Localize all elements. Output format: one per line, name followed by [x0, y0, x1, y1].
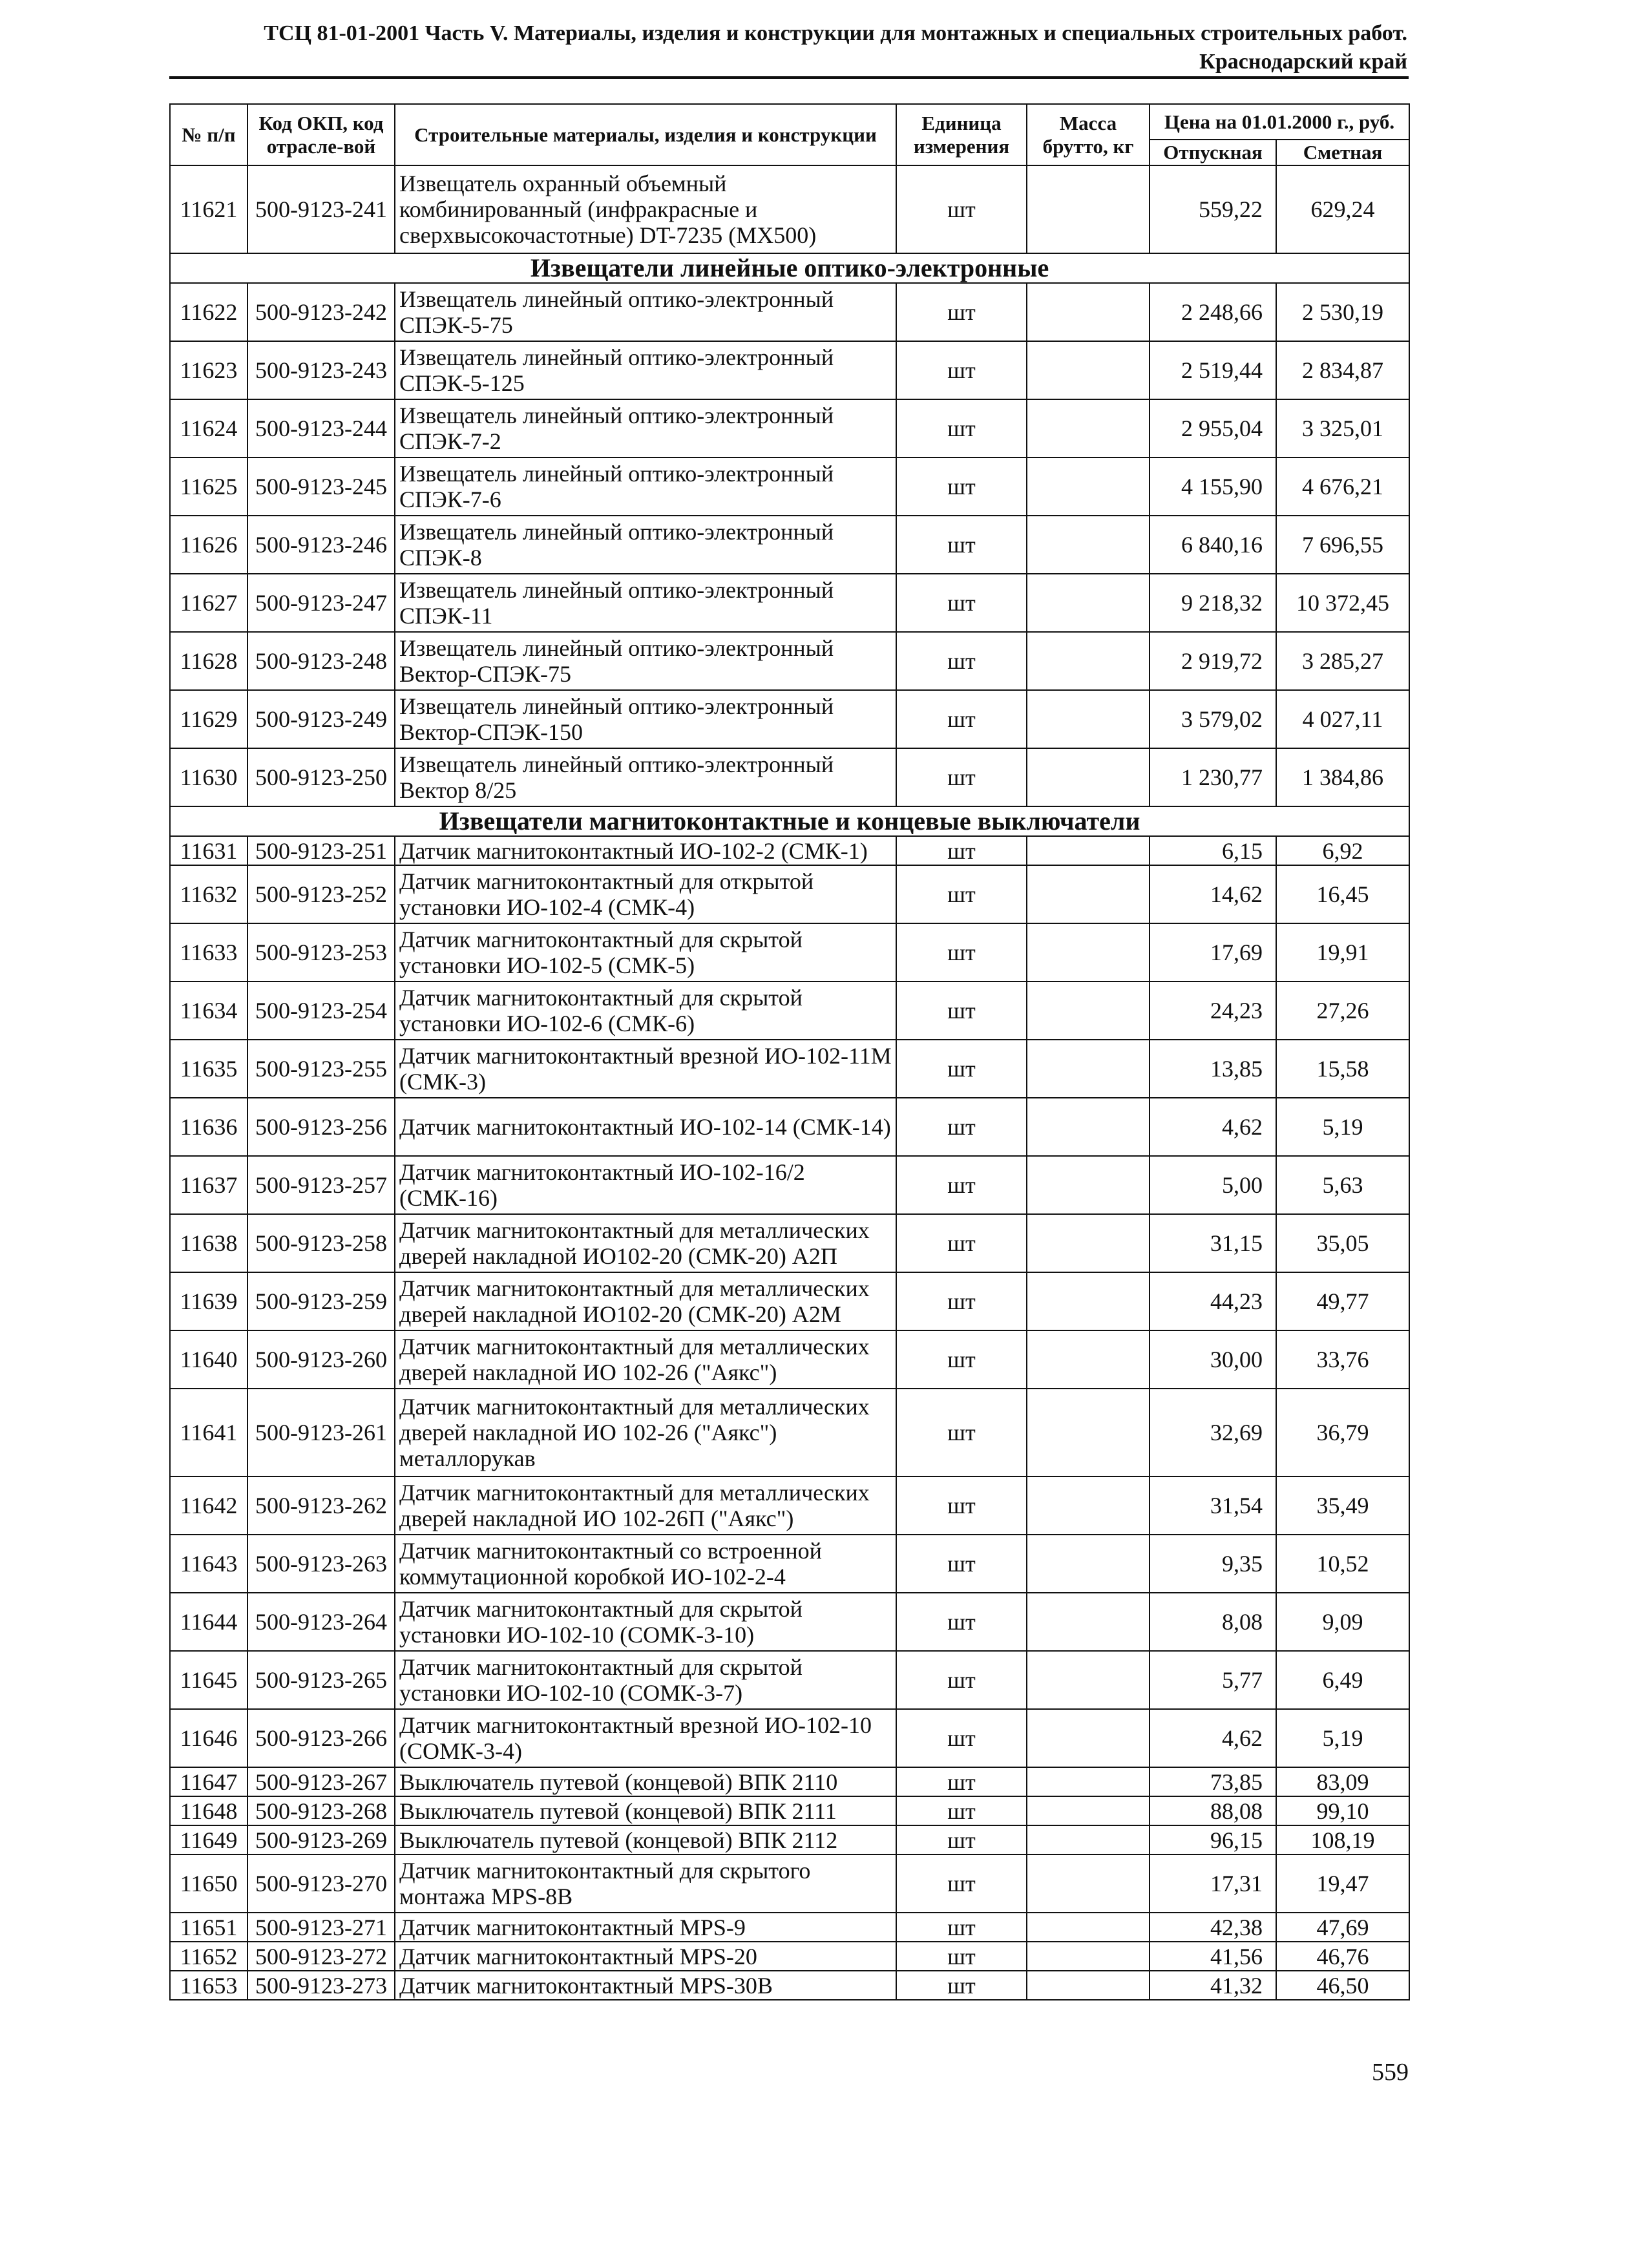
table-row — [170, 1709, 1409, 1767]
row-unit: шт — [896, 341, 1027, 399]
row-number: 11652 — [170, 1942, 247, 1971]
row-name: Датчик магнитоконтактный для металлических дверей накладной ИО102-20 (СМК-20) А2М — [395, 1272, 896, 1330]
row-name: Извещатель линейный оптико-электронный Вектор-СПЭК-75 — [395, 632, 896, 690]
table-row — [170, 457, 1409, 516]
section-title: Извещатели линейные оптико-электронные — [170, 253, 1409, 283]
row-price-estimate: 6,49 — [1276, 1651, 1409, 1709]
row-mass — [1027, 836, 1150, 865]
row-price-release: 8,08 — [1150, 1593, 1276, 1651]
table-row — [170, 1854, 1409, 1913]
row-price-release: 32,69 — [1150, 1389, 1276, 1476]
row-unit: шт — [896, 982, 1027, 1040]
row-number: 11622 — [170, 283, 247, 341]
row-number: 11624 — [170, 399, 247, 457]
row-price-release: 41,32 — [1150, 1971, 1276, 2000]
row-name: Датчик магнитоконтактный для скрытой установки ИО-102-10 (СОМК-3-7) — [395, 1651, 896, 1709]
row-code: 500-9123-263 — [247, 1535, 395, 1593]
row-name: Датчик магнитоконтактный для скрытой установки ИО-102-5 (СМК-5) — [395, 923, 896, 982]
row-code: 500-9123-252 — [247, 865, 395, 923]
row-mass — [1027, 1330, 1150, 1389]
row-number: 11635 — [170, 1040, 247, 1098]
row-price-estimate: 19,47 — [1276, 1854, 1409, 1913]
row-name: Датчик магнитоконтактный для металлических дверей накладной ИО 102-26 ("Аякс") металлорукав — [395, 1389, 896, 1476]
row-unit: шт — [896, 1389, 1027, 1476]
table-row — [170, 1971, 1409, 2000]
row-number: 11632 — [170, 865, 247, 923]
row-price-release: 96,15 — [1150, 1825, 1276, 1854]
row-number: 11628 — [170, 632, 247, 690]
row-number: 11639 — [170, 1272, 247, 1330]
row-mass — [1027, 165, 1150, 253]
row-price-release: 6,15 — [1150, 836, 1276, 865]
row-price-estimate: 15,58 — [1276, 1040, 1409, 1098]
table-row — [170, 632, 1409, 690]
row-number: 11641 — [170, 1389, 247, 1476]
row-name: Выключатель путевой (концевой) ВПК 2112 — [395, 1825, 896, 1854]
row-price-estimate: 5,19 — [1276, 1098, 1409, 1156]
row-mass — [1027, 1214, 1150, 1272]
header-divider — [169, 76, 1409, 79]
row-unit: шт — [896, 1593, 1027, 1651]
row-number: 11648 — [170, 1796, 247, 1825]
row-number: 11638 — [170, 1214, 247, 1272]
row-unit: шт — [896, 836, 1027, 865]
row-number: 11627 — [170, 574, 247, 632]
table-row — [170, 748, 1409, 806]
row-price-estimate: 83,09 — [1276, 1767, 1409, 1796]
table-row — [170, 1913, 1409, 1942]
row-price-estimate: 33,76 — [1276, 1330, 1409, 1389]
row-mass — [1027, 457, 1150, 516]
row-price-estimate: 108,19 — [1276, 1825, 1409, 1854]
row-code: 500-9123-244 — [247, 399, 395, 457]
table-row — [170, 1593, 1409, 1651]
row-price-release: 9 218,32 — [1150, 574, 1276, 632]
section-row — [170, 806, 1409, 836]
row-number: 11634 — [170, 982, 247, 1040]
row-code: 500-9123-272 — [247, 1942, 395, 1971]
table-row — [170, 1214, 1409, 1272]
row-code: 500-9123-271 — [247, 1913, 395, 1942]
row-price-estimate: 46,76 — [1276, 1942, 1409, 1971]
row-number: 11646 — [170, 1709, 247, 1767]
table-row — [170, 1796, 1409, 1825]
table-row — [170, 1767, 1409, 1796]
header-num: № п/п — [170, 104, 247, 165]
row-mass — [1027, 1796, 1150, 1825]
row-unit: шт — [896, 865, 1027, 923]
row-code: 500-9123-256 — [247, 1098, 395, 1156]
row-name: Выключатель путевой (концевой) ВПК 2110 — [395, 1767, 896, 1796]
row-unit: шт — [896, 516, 1027, 574]
row-unit: шт — [896, 1767, 1027, 1796]
row-name: Датчик магнитоконтактный для скрытого монтажа MPS-8В — [395, 1854, 896, 1913]
table-row — [170, 1098, 1409, 1156]
row-unit: шт — [896, 1476, 1027, 1535]
row-unit: шт — [896, 923, 1027, 982]
row-number: 11644 — [170, 1593, 247, 1651]
row-name: Извещатель линейный оптико-электронный Вектор-СПЭК-150 — [395, 690, 896, 748]
table-row — [170, 982, 1409, 1040]
row-code: 500-9123-254 — [247, 982, 395, 1040]
header-price-estimate: Сметная — [1276, 140, 1409, 165]
table-row — [170, 1272, 1409, 1330]
row-price-estimate: 5,63 — [1276, 1156, 1409, 1214]
page-number: 559 — [1372, 2059, 1409, 2086]
row-code: 500-9123-261 — [247, 1389, 395, 1476]
table-row — [170, 1825, 1409, 1854]
row-name: Датчик магнитоконтактный ИО-102-16/2 (СМК-16) — [395, 1156, 896, 1214]
row-number: 11653 — [170, 1971, 247, 2000]
row-unit: шт — [896, 399, 1027, 457]
table-row — [170, 836, 1409, 865]
row-mass — [1027, 1389, 1150, 1476]
row-mass — [1027, 283, 1150, 341]
row-mass — [1027, 516, 1150, 574]
row-mass — [1027, 1854, 1150, 1913]
row-price-estimate: 35,05 — [1276, 1214, 1409, 1272]
row-price-estimate: 3 285,27 — [1276, 632, 1409, 690]
row-price-estimate: 35,49 — [1276, 1476, 1409, 1535]
header-unit: Единица измерения — [896, 104, 1027, 165]
price-table — [169, 103, 1410, 2000]
row-number: 11621 — [170, 165, 247, 253]
row-price-release: 44,23 — [1150, 1272, 1276, 1330]
row-mass — [1027, 865, 1150, 923]
row-name: Извещатель линейный оптико-электронный СПЭК-8 — [395, 516, 896, 574]
row-name: Извещатель линейный оптико-электронный Вектор 8/25 — [395, 748, 896, 806]
row-price-release: 5,77 — [1150, 1651, 1276, 1709]
row-name: Датчик магнитоконтактный ИО-102-14 (СМК-14) — [395, 1098, 896, 1156]
row-price-estimate: 9,09 — [1276, 1593, 1409, 1651]
row-name: Выключатель путевой (концевой) ВПК 2111 — [395, 1796, 896, 1825]
row-name: Датчик магнитоконтактный для металлических дверей накладной ИО 102-26П ("Аякс") — [395, 1476, 896, 1535]
row-price-estimate: 16,45 — [1276, 865, 1409, 923]
row-code: 500-9123-265 — [247, 1651, 395, 1709]
row-price-estimate: 2 834,87 — [1276, 341, 1409, 399]
table-row — [170, 690, 1409, 748]
row-mass — [1027, 1825, 1150, 1854]
row-price-release: 6 840,16 — [1150, 516, 1276, 574]
row-unit: шт — [896, 1854, 1027, 1913]
row-price-estimate: 629,24 — [1276, 165, 1409, 253]
row-mass — [1027, 748, 1150, 806]
row-code: 500-9123-259 — [247, 1272, 395, 1330]
row-price-estimate: 3 325,01 — [1276, 399, 1409, 457]
header-title: ТСЦ 81-01-2001 Часть V. Материалы, изделия и конструкции для монтажных и специальных строительных работ. — [264, 21, 1407, 45]
row-name: Датчик магнитоконтактный MPS-9 — [395, 1913, 896, 1942]
row-number: 11630 — [170, 748, 247, 806]
row-number: 11649 — [170, 1825, 247, 1854]
row-name: Датчик магнитоконтактный для скрытой установки ИО-102-6 (СМК-6) — [395, 982, 896, 1040]
row-price-estimate: 27,26 — [1276, 982, 1409, 1040]
row-code: 500-9123-258 — [247, 1214, 395, 1272]
row-mass — [1027, 1942, 1150, 1971]
row-name: Датчик магнитоконтактный для скрытой установки ИО-102-10 (СОМК-3-10) — [395, 1593, 896, 1651]
row-unit: шт — [896, 1913, 1027, 1942]
row-name: Датчик магнитоконтактный для металлических дверей накладной ИО 102-26 ("Аякс") — [395, 1330, 896, 1389]
row-price-estimate: 4 676,21 — [1276, 457, 1409, 516]
row-price-estimate: 47,69 — [1276, 1913, 1409, 1942]
row-mass — [1027, 1767, 1150, 1796]
row-number: 11631 — [170, 836, 247, 865]
header-name: Строительные материалы, изделия и конструкции — [395, 104, 896, 165]
row-mass — [1027, 1593, 1150, 1651]
row-name: Извещатель линейный оптико-электронный СПЭК-5-75 — [395, 283, 896, 341]
row-number: 11629 — [170, 690, 247, 748]
row-number: 11636 — [170, 1098, 247, 1156]
row-number: 11651 — [170, 1913, 247, 1942]
row-unit: шт — [896, 1796, 1027, 1825]
table-row — [170, 1942, 1409, 1971]
row-price-release: 3 579,02 — [1150, 690, 1276, 748]
row-price-release: 14,62 — [1150, 865, 1276, 923]
row-unit: шт — [896, 1535, 1027, 1593]
table-row — [170, 865, 1409, 923]
row-name: Датчик магнитоконтактный для металлических дверей накладной ИО102-20 (СМК-20) А2П — [395, 1214, 896, 1272]
row-price-estimate: 2 530,19 — [1276, 283, 1409, 341]
row-mass — [1027, 1651, 1150, 1709]
row-unit: шт — [896, 457, 1027, 516]
row-name: Извещатель линейный оптико-электронный СПЭК-7-2 — [395, 399, 896, 457]
row-mass — [1027, 690, 1150, 748]
row-name: Датчик магнитоконтактный врезной ИО-102-11М (СМК-3) — [395, 1040, 896, 1098]
row-number: 11642 — [170, 1476, 247, 1535]
row-code: 500-9123-245 — [247, 457, 395, 516]
row-code: 500-9123-251 — [247, 836, 395, 865]
row-code: 500-9123-249 — [247, 690, 395, 748]
table-row — [170, 1651, 1409, 1709]
table-row — [170, 341, 1409, 399]
table-row — [170, 283, 1409, 341]
row-name: Датчик магнитоконтактный со встроенной коммутационной коробкой ИО-102-2-4 — [395, 1535, 896, 1593]
row-price-release: 73,85 — [1150, 1767, 1276, 1796]
table-row — [170, 923, 1409, 982]
row-name: Извещатель линейный оптико-электронный СПЭК-7-6 — [395, 457, 896, 516]
row-unit: шт — [896, 574, 1027, 632]
row-price-release: 1 230,77 — [1150, 748, 1276, 806]
row-unit: шт — [896, 1709, 1027, 1767]
row-price-release: 13,85 — [1150, 1040, 1276, 1098]
row-mass — [1027, 399, 1150, 457]
row-price-release: 24,23 — [1150, 982, 1276, 1040]
row-price-release: 559,22 — [1150, 165, 1276, 253]
row-price-release: 2 919,72 — [1150, 632, 1276, 690]
row-mass — [1027, 341, 1150, 399]
row-code: 500-9123-270 — [247, 1854, 395, 1913]
row-code: 500-9123-260 — [247, 1330, 395, 1389]
table-header — [170, 104, 1409, 165]
section-title: Извещатели магнитоконтактные и концевые выключатели — [170, 806, 1409, 836]
row-number: 11640 — [170, 1330, 247, 1389]
row-price-estimate: 10,52 — [1276, 1535, 1409, 1593]
row-name: Извещатель линейный оптико-электронный СПЭК-11 — [395, 574, 896, 632]
row-price-estimate: 4 027,11 — [1276, 690, 1409, 748]
row-mass — [1027, 1709, 1150, 1767]
row-price-release: 31,15 — [1150, 1214, 1276, 1272]
row-unit: шт — [896, 690, 1027, 748]
row-unit: шт — [896, 1040, 1027, 1098]
row-code: 500-9123-267 — [247, 1767, 395, 1796]
row-code: 500-9123-266 — [247, 1709, 395, 1767]
row-mass — [1027, 1156, 1150, 1214]
row-number: 11645 — [170, 1651, 247, 1709]
row-mass — [1027, 982, 1150, 1040]
row-code: 500-9123-268 — [247, 1796, 395, 1825]
table-row — [170, 1389, 1409, 1476]
row-price-estimate: 19,91 — [1276, 923, 1409, 982]
row-price-release: 2 519,44 — [1150, 341, 1276, 399]
row-price-release: 4 155,90 — [1150, 457, 1276, 516]
row-name: Датчик магнитоконтактный ИО-102-2 (СМК-1) — [395, 836, 896, 865]
row-price-release: 17,31 — [1150, 1854, 1276, 1913]
table-body — [170, 165, 1409, 2000]
row-name: Датчик магнитоконтактный MPS-30В — [395, 1971, 896, 2000]
row-number: 11637 — [170, 1156, 247, 1214]
row-code: 500-9123-241 — [247, 165, 395, 253]
row-code: 500-9123-246 — [247, 516, 395, 574]
row-mass — [1027, 1098, 1150, 1156]
row-code: 500-9123-257 — [247, 1156, 395, 1214]
row-price-estimate: 5,19 — [1276, 1709, 1409, 1767]
row-price-release: 2 248,66 — [1150, 283, 1276, 341]
table-row — [170, 1476, 1409, 1535]
row-price-estimate: 1 384,86 — [1276, 748, 1409, 806]
header-price-release: Отпускная — [1150, 140, 1276, 165]
row-mass — [1027, 1476, 1150, 1535]
row-unit: шт — [896, 1971, 1027, 2000]
row-price-estimate: 36,79 — [1276, 1389, 1409, 1476]
row-unit: шт — [896, 1156, 1027, 1214]
row-mass — [1027, 923, 1150, 982]
row-mass — [1027, 632, 1150, 690]
row-code: 500-9123-248 — [247, 632, 395, 690]
row-number: 11647 — [170, 1767, 247, 1796]
row-code: 500-9123-242 — [247, 283, 395, 341]
row-unit: шт — [896, 1330, 1027, 1389]
row-unit: шт — [896, 1825, 1027, 1854]
row-code: 500-9123-247 — [247, 574, 395, 632]
row-price-estimate: 10 372,45 — [1276, 574, 1409, 632]
row-number: 11623 — [170, 341, 247, 399]
row-unit: шт — [896, 165, 1027, 253]
row-name: Извещатель линейный оптико-электронный СПЭК-5-125 — [395, 341, 896, 399]
row-price-release: 17,69 — [1150, 923, 1276, 982]
row-name: Датчик магнитоконтактный MPS-20 — [395, 1942, 896, 1971]
row-price-estimate: 99,10 — [1276, 1796, 1409, 1825]
row-name: Датчик магнитоконтактный для открытой установки ИО-102-4 (СМК-4) — [395, 865, 896, 923]
table-row — [170, 574, 1409, 632]
header-price-group: Цена на 01.01.2000 г., руб. — [1150, 104, 1409, 140]
header-region: Краснодарский край — [1199, 50, 1407, 74]
row-mass — [1027, 1535, 1150, 1593]
row-price-release: 30,00 — [1150, 1330, 1276, 1389]
table-row — [170, 1040, 1409, 1098]
row-unit: шт — [896, 748, 1027, 806]
row-unit: шт — [896, 1942, 1027, 1971]
row-code: 500-9123-273 — [247, 1971, 395, 2000]
row-code: 500-9123-262 — [247, 1476, 395, 1535]
row-mass — [1027, 1971, 1150, 2000]
row-number: 11643 — [170, 1535, 247, 1593]
row-number: 11633 — [170, 923, 247, 982]
row-unit: шт — [896, 1651, 1027, 1709]
table-row — [170, 399, 1409, 457]
row-code: 500-9123-264 — [247, 1593, 395, 1651]
row-price-release: 5,00 — [1150, 1156, 1276, 1214]
row-code: 500-9123-250 — [247, 748, 395, 806]
table-row — [170, 1330, 1409, 1389]
row-mass — [1027, 1040, 1150, 1098]
row-price-release: 31,54 — [1150, 1476, 1276, 1535]
row-number: 11625 — [170, 457, 247, 516]
row-unit: шт — [896, 1272, 1027, 1330]
row-code: 500-9123-269 — [247, 1825, 395, 1854]
row-code: 500-9123-243 — [247, 341, 395, 399]
row-unit: шт — [896, 283, 1027, 341]
row-mass — [1027, 1272, 1150, 1330]
row-code: 500-9123-255 — [247, 1040, 395, 1098]
row-price-estimate: 46,50 — [1276, 1971, 1409, 2000]
row-price-release: 4,62 — [1150, 1098, 1276, 1156]
row-price-estimate: 7 696,55 — [1276, 516, 1409, 574]
row-name: Извещатель охранный объемный комбинированный (инфракрасные и сверхвысокочастотные) DT-7235 (МХ500) — [395, 165, 896, 253]
row-mass — [1027, 574, 1150, 632]
row-price-release: 42,38 — [1150, 1913, 1276, 1942]
section-row — [170, 253, 1409, 283]
row-price-release: 2 955,04 — [1150, 399, 1276, 457]
header-mass: Масса брутто, кг — [1027, 104, 1150, 165]
table-row — [170, 516, 1409, 574]
row-price-release: 9,35 — [1150, 1535, 1276, 1593]
header-code: Код ОКП, код отрасле-вой — [247, 104, 395, 165]
document-header — [174, 19, 1407, 76]
row-price-estimate: 49,77 — [1276, 1272, 1409, 1330]
row-unit: шт — [896, 1214, 1027, 1272]
row-price-release: 4,62 — [1150, 1709, 1276, 1767]
row-code: 500-9123-253 — [247, 923, 395, 982]
row-price-estimate: 6,92 — [1276, 836, 1409, 865]
row-name: Датчик магнитоконтактный врезной ИО-102-10 (СОМК-3-4) — [395, 1709, 896, 1767]
row-number: 11626 — [170, 516, 247, 574]
table-row — [170, 1535, 1409, 1593]
row-unit: шт — [896, 1098, 1027, 1156]
row-unit: шт — [896, 632, 1027, 690]
table-row — [170, 1156, 1409, 1214]
row-price-release: 41,56 — [1150, 1942, 1276, 1971]
row-number: 11650 — [170, 1854, 247, 1913]
row-price-release: 88,08 — [1150, 1796, 1276, 1825]
row-mass — [1027, 1913, 1150, 1942]
table-row — [170, 165, 1409, 253]
